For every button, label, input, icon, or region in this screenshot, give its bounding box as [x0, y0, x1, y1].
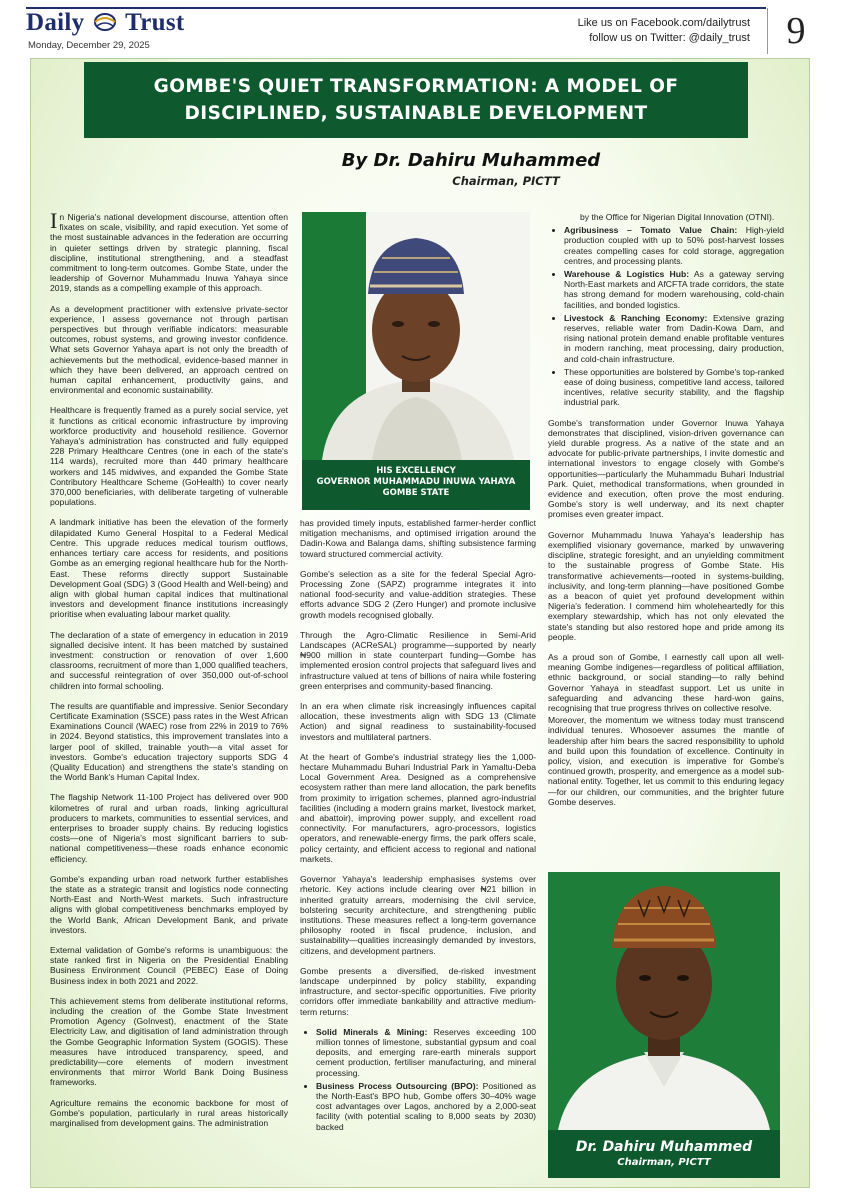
- paragraph: The results are quantifiable and impressive. Senior Secondary Certificate Examination (SSCE) pass rates in the West African Examinations Council (WAEC) rose from 22% in 2019 to 76% in 2024. Beyond statistics, this improvement translates into a larger pool of skilled, trainable youth—a vital asset for investors. Gombe's education trajectory supports SDG 4 (Quality Education) and strengthens the state's standing on the World Bank's Human Capital Index.: [50, 700, 288, 783]
- publication-date: Monday, December 29, 2025: [28, 40, 150, 51]
- paragraph: Healthcare is frequently framed as a purely social service, yet it functions as critical economic infrastructure by improving workforce productivity and household resilience. Governor Yahaya's administration has constructed and fully equipped 228 Primary Healthcare Centres (one in each of the state's 114 wards), recruited more than 440 primary healthcare workers and 145 midwives, and expanded the Gombe State Contributory Healthcare Scheme (GoHealth) to cover nearly 370,000 beneficiaries, with deliberate targeting of vulnerable populations.: [50, 405, 288, 508]
- paragraph: Gombe's expanding urban road network further establishes the state as a strategic transit and logistics node connecting North-East and North-West markets. Such infrastructure aligns with global competitiveness benchmarks employed by the World Bank, African Development Bank, and private investors.: [50, 873, 288, 935]
- paragraph: Through the Agro-Climatic Resilience in Semi-Arid Landscapes (ACReSAL) programme—supported by nearly ₦900 million in state counterpart funding—Gombe has implemented erosion control projects that safeguard lives and infrastructure valued at tens of billions of naira while fostering green enterprises and community-based financing.: [300, 629, 536, 691]
- author-photo-caption: Dr. Dahiru Muhammed Chairman, PICTT: [548, 1130, 780, 1178]
- facebook-link[interactable]: Like us on Facebook.com/dailytrust: [577, 17, 750, 29]
- page-number: 9: [767, 8, 824, 54]
- masthead: [0, 0, 842, 58]
- paragraph: As a development practitioner with extensive private-sector experience, I assess governance not through partisan perspectives but through verifiable indicators: measurable outcomes, robust systems, and growing investor confidence. What sets Governor Yahaya apart is not only the breadth of achievements but the methodical, evidence-based manner in which they have been delivered, an approach centred on human capital enhancement, productivity gains, and environmental and economic sustainability.: [50, 303, 288, 396]
- article-column-1: [50, 212, 288, 1172]
- paragraph: The declaration of a state of emergency in education in 2019 signalled decisive intent. It has been matched by sustained investment: construction or renovation of over 1,600 classrooms, recruitment of more than 1,000 qualified teachers, and successful reintegration of over 350,000 out-of-school children into formal schooling.: [50, 629, 288, 691]
- article-headline: [84, 62, 748, 138]
- governor-photo: [302, 212, 530, 510]
- investment-corridors-list-cont: [548, 225, 784, 407]
- byline: [0, 150, 842, 188]
- list-item: • Agribusiness – Tomato Value Chain: High-yield production coupled with up to 50% post-harvest losses creates compelling cases for cold storage, aggregation centres, and processing plants.: [564, 225, 784, 266]
- headline-line-1: GOMBE'S QUIET TRANSFORMATION: A MODEL OF: [153, 76, 679, 97]
- paragraph: Agriculture remains the economic backbone for most of Gombe's population, particularly in rural areas historically marginalised from development gains. The administration: [50, 1097, 288, 1129]
- author-name: By Dr. Dahiru Muhammed: [341, 150, 601, 171]
- paragraph: Moreover, the momentum we witness today must transcend individual tenures. Whosoever assumes the mantle of leadership after him bears the sacred responsibility to uphold and build upon this foundation of excellence. Continuity in policy, vision, and execution is imperative for Gombe's continued growth, prosperity, and emergence as a model sub-national entity. Together, let us commit to this enduring legacy—for our children, our communities, and the brighter future Gombe deserves.: [548, 715, 784, 807]
- globe-icon: [93, 10, 117, 34]
- paragraph: Gombe's transformation under Governor Inuwa Yahaya demonstrates that disciplined, vision-driven governance can yield durable progress. As a native of the state and an advocate for public-private partnerships, I invite domestic and international investors to engage closely with Gombe's opportunities—particularly the Muhammadu Buhari Industrial Park. Quiet, methodical transformations, when grounded in evidence and execution, often prove the most enduring. Gombe's story is well underway, and its next chapter promises even greater impact.: [548, 417, 784, 520]
- headline-line-2: DISCIPLINED, SUSTAINABLE DEVELOPMENT: [184, 103, 648, 124]
- paragraph: As a proud son of Gombe, I earnestly call upon all well-meaning Gombe indigenes—regardless of political affiliation, ethnic background, or social standing—to rally behind Governor Yahaya in steadfast support. Let us unite in safeguarding and advancing these hard-won gains, recognising that true progress thrives on collective resolve.: [548, 651, 784, 713]
- paragraph: Governor Muhammadu Inuwa Yahaya's leadership has exemplified visionary governance, marked by unwavering discipline, strategic foresight, and an unyielding commitment to the sustainable progress of Gombe State. His transformative achievements—rooted in systems-building, inclusivity, and long-term planning—have positioned Gombe as a beacon of quiet yet profound development within Nigeria's federation. I commend him wholeheartedly for this exemplary stewardship, which has not only elevated the state's standing but also restored hope and pride among its people.: [548, 529, 784, 642]
- list-item: • Business Process Outsourcing (BPO): Positioned as the North-East's BPO hub, Gombe offers 30–40% wage cost advantages over Lagos, anchored by a 2,000-seat facility (with potential scaling to 8,000 seats by 2030) backed: [316, 1081, 536, 1132]
- paragraph: In an era when climate risk increasingly influences capital allocation, these investments align with SDG 13 (Climate Action) and signal readiness to sustainability-focused investors and multilateral partners.: [300, 701, 536, 742]
- list-item: • Solid Minerals & Mining: Reserves exceeding 100 million tonnes of limestone, substantial gypsum and coal deposits, and emerging rare-earth minerals support cement production, fertiliser manufacturing, and mineral processing.: [316, 1027, 536, 1078]
- twitter-link[interactable]: follow us on Twitter: @daily_trust: [589, 32, 750, 44]
- author-portrait-image: [548, 872, 780, 1130]
- paragraph: by the Office for Nigerian Digital Innovation (OTNI).: [580, 212, 775, 222]
- paragraph: Gombe's selection as a site for the federal Special Agro-Processing Zone (SAPZ) programme integrates it into national food-security and value-addition strategies. These efforts advance SDG 2 (Zero Hunger) and promote inclusive growth models recognised globally.: [300, 568, 536, 620]
- article-column-2: [300, 518, 536, 1174]
- paragraph: External validation of Gombe's reforms is unambiguous: the state ranked first in Nigeria on the Presidential Enabling Business Environment Council (PEBEC) Ease of Doing Business index in both 2021 and 2022.: [50, 945, 288, 986]
- paragraph: In Nigeria's national development discourse, attention often fixates on scale, visibility, and rapid execution. Yet some of the most sustainable advances in the federation are occurring in quieter settings driven by strategic planning, fiscal discipline, institutional strengthening, and a steadfast commitment to long-term outcomes. Gombe State, under the leadership of Governor Muhammadu Inuwa Yahaya since 2019, stands as a compelling example of this approach.: [50, 212, 288, 294]
- author-role: Chairman, PICTT: [452, 174, 560, 188]
- paragraph: Gombe presents a diversified, de-risked investment landscape underpinned by policy stability, expanding infrastructure, and sector-specific opportunities. Five priority corridors offer immediate bankability and attractive medium-term returns:: [300, 965, 536, 1017]
- author-photo: [548, 872, 780, 1178]
- social-links: [578, 16, 750, 46]
- governor-portrait-image: [302, 212, 530, 460]
- list-item: • Livestock & Ranching Economy: Extensive grazing reserves, reliable water from Dadin-Kowa Dam, and rising national protein demand enable profitable ventures in modern ranching, meat processing, dairy production, and cold-chain infrastructure.: [564, 313, 784, 364]
- paragraph: This achievement stems from deliberate institutional reforms, including the creation of the Gombe State Investment Promotion Agency (GoInvest), enactment of the State Electricity Law, and digitisation of land administration through the Gombe Geographic Information System (GOGIS). These measures have introduced transparency, speed, and predictability—core elements of modern investment environments that mirror World Bank Doing Business frameworks.: [50, 995, 288, 1088]
- list-item: • Warehouse & Logistics Hub: As a gateway serving North-East markets and AfCFTA trade corridors, the state has strong demand for modern warehousing, cold-chain facilities, and bonded logistics.: [564, 269, 784, 310]
- paragraph: has provided timely inputs, established farmer-herder conflict mitigation mechanisms, and optimised irrigation around the Dadin-Kowa and Balanga dams, shifting subsistence farming toward structured commercial activity.: [300, 518, 536, 559]
- daily-trust-logo: Daily Trust: [26, 9, 185, 36]
- drop-cap: I: [50, 212, 58, 233]
- paragraph: A landmark initiative has been the elevation of the formerly dilapidated Kumo General Hospital to a Federal Medical Centre. This upgrade reduces medical tourism outflows, enhances tertiary care access for residents, and positions Gombe as an emerging regional healthcare hub for the North-East. These reforms directly support Sustainable Development Goal (SDG) 3 (Good Health and Well-being) and align with global human capital indices that multinational investors and development finance institutions increasingly prioritise when evaluating labour market quality.: [50, 517, 288, 620]
- paragraph: At the heart of Gombe's industrial strategy lies the 1,000-hectare Muhammadu Buhari Industrial Park in Yamaltu-Deba Local Government Area. Designed as a comprehensive ecosystem rather than mere land allocation, the park benefits from proximity to irrigation schemes, planned agro-industrial facilities (including a modern grains market, livestock market, and abattoir), improving power supply, and excellent road connectivity. For manufacturers, agro-processors, logistics operators, and renewable-energy firms, the park offers scale, policy certainty, and efficient access to regional and national markets.: [300, 751, 536, 864]
- article-column-3: [548, 212, 784, 860]
- paragraph: Governor Yahaya's leadership emphasises systems over rhetoric. Key actions include clearing over ₦21 billion in inherited gratuity arrears, modernising the civil service, bolstering security architecture, and strengthening public institutions. These measures reflect a long-term governance philosophy rooted in fiscal prudence, inclusion, and sustainability—qualities increasingly demanded by investors, citizens, and development partners.: [300, 874, 536, 956]
- list-item: • These opportunities are bolstered by Gombe's top-ranked ease of doing business, competitive land access, tailored incentives, relative security stability, and the flagship industrial park.: [564, 367, 784, 408]
- paragraph: The flagship Network 11-100 Project has delivered over 900 kilometres of rural and urban roads, linking agricultural producers to markets, communities to essential services, and enterprises to broader supply chains. By reducing logistics costs—one of Nigeria's most significant barriers to sub-national competitiveness—these roads enhance economic efficiency.: [50, 792, 288, 864]
- governor-photo-caption: HIS EXCELLENCY GOVERNOR MUHAMMADU INUWA YAHAYA GOMBE STATE: [302, 460, 530, 510]
- investment-corridors-list: [300, 1027, 536, 1132]
